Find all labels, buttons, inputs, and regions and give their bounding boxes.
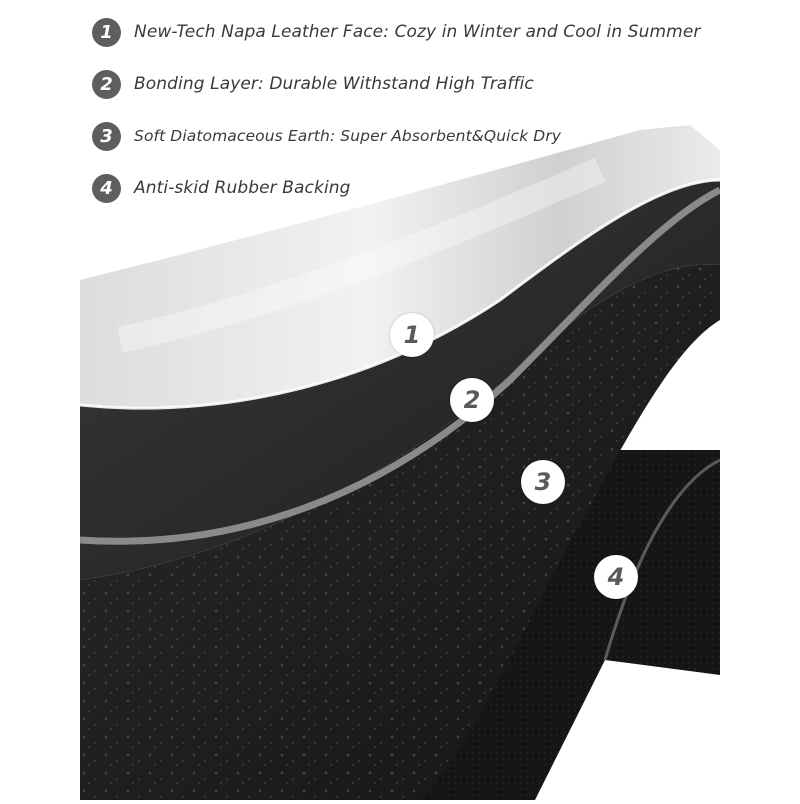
legend-text: Bonding Layer: Durable Withstand High Traffic [134, 74, 534, 94]
layer-label-4: 4 [594, 555, 638, 599]
mat-layers-illustration [80, 120, 720, 800]
legend-text: Soft Diatomaceous Earth: Super Absorbent&Quick Dry [134, 127, 562, 145]
number-badge-icon: 4 [92, 174, 121, 203]
layer-label-1: 1 [390, 313, 434, 357]
mat-cross-section-image [80, 120, 720, 800]
layer-label-2: 2 [450, 378, 494, 422]
number-badge-icon: 2 [92, 70, 121, 99]
legend-text: Anti-skid Rubber Backing [134, 178, 351, 198]
number-badge-icon: 3 [92, 122, 121, 151]
layer-label-3: 3 [521, 460, 565, 504]
legend-text: New-Tech Napa Leather Face: Cozy in Winter and Cool in Summer [134, 22, 701, 42]
number-badge-icon: 1 [92, 18, 121, 47]
legend-item-1 [92, 14, 700, 50]
legend-item-2 [92, 66, 534, 102]
